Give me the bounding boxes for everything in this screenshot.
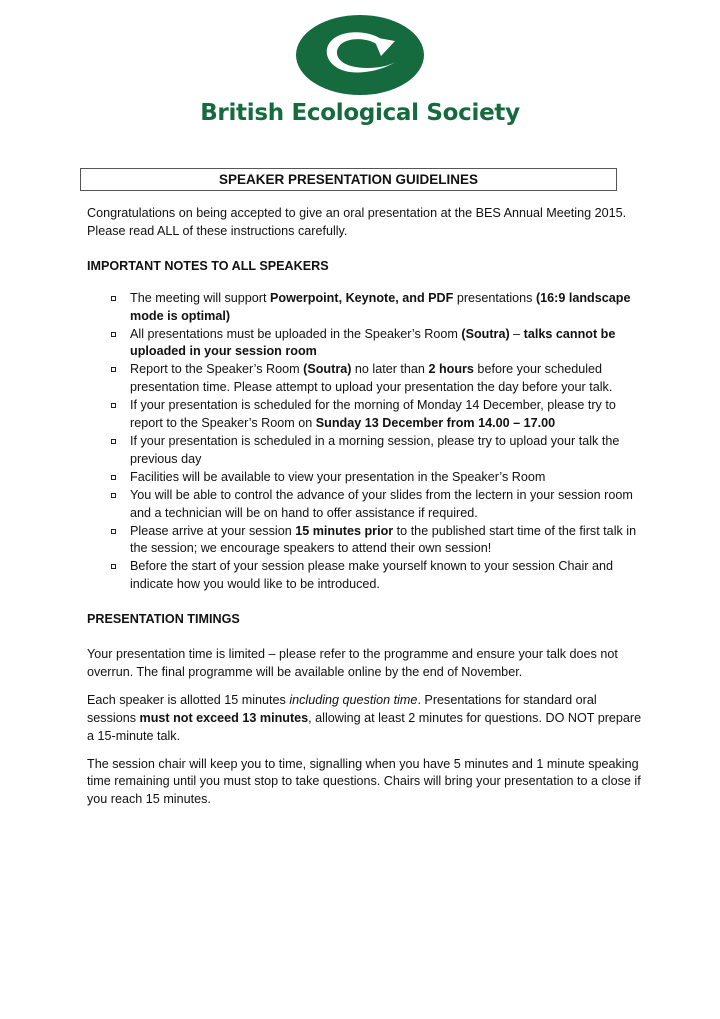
text-run: 15 minutes prior <box>295 523 394 538</box>
square-bullet-icon <box>111 529 116 534</box>
square-bullet-icon <box>111 475 116 480</box>
text-run: . Presentations for standard oral sessions <box>87 692 597 725</box>
text-run: before your scheduled presentation time. Please attempt to upload your presentation the day before your talk. <box>130 362 613 395</box>
bullet-item <box>130 523 642 559</box>
bullet-item <box>130 469 642 487</box>
bullet-item <box>130 361 642 397</box>
bullet-item <box>130 326 642 362</box>
text-run: (Soutra) <box>303 362 352 377</box>
text-run: presentations <box>453 290 536 305</box>
square-bullet-icon <box>111 403 116 408</box>
text-run: Before the start of your session please make yourself known to your session Chair and indicate how you would like to be introduced. <box>130 559 614 592</box>
square-bullet-icon <box>111 296 116 301</box>
text-run: If your presentation is scheduled in a morning session, please try to upload your talk the previous day <box>130 433 620 466</box>
text-run: Each speaker is allotted 15 minutes <box>87 692 290 707</box>
bullet-item <box>130 433 642 469</box>
bullet-item <box>130 290 642 326</box>
square-bullet-icon <box>111 564 116 569</box>
text-run: 2 hours <box>428 362 474 377</box>
timings-paragraphs <box>87 646 642 809</box>
square-bullet-icon <box>111 493 116 498</box>
text-run: Powerpoint, Keynote, and PDF <box>270 290 454 305</box>
square-bullet-icon <box>111 439 116 444</box>
square-bullet-icon <box>111 367 116 372</box>
text-run: Please arrive at your session <box>130 523 296 538</box>
text-run: Facilities will be available to view your presentation in the Speaker’s Room <box>130 469 546 484</box>
important-notes-list <box>87 290 642 594</box>
text-run: The meeting will support <box>130 290 270 305</box>
bes-logo-icon <box>295 14 425 96</box>
text-run: You will be able to control the advance of your slides from the lectern in your session room and a technician will be on hand to offer assistance if required. <box>130 487 633 520</box>
timings-paragraph <box>87 692 642 746</box>
text-run: If your presentation is scheduled for the morning of Monday 14 December, please try to report to the Speaker’s Room on <box>130 398 616 431</box>
intro-paragraph: Congratulations on being accepted to give an oral presentation at the BES Annual Meeting 2015. Please read ALL of these instructions carefully. <box>87 206 627 238</box>
text-run: no later than <box>351 362 429 377</box>
page-title: SPEAKER PRESENTATION GUIDELINES <box>80 168 617 191</box>
presentation-timings-heading: PRESENTATION TIMINGS <box>87 612 240 627</box>
text-run: Report to the Speaker’s Room <box>130 362 304 377</box>
important-notes-heading: IMPORTANT NOTES TO ALL SPEAKERS <box>87 258 329 273</box>
bullet-item <box>130 487 642 523</box>
logo <box>0 14 720 134</box>
text-run: (16:9 landscape mode is optimal) <box>130 290 631 323</box>
text-run: Your presentation time is limited – please refer to the programme and ensure your talk does not overrun. The final programme will be available online by the end of November. <box>87 647 618 679</box>
text-run: – <box>509 326 524 341</box>
text-run: talks cannot be uploaded in your session room <box>130 326 616 359</box>
logo-ellipse <box>296 15 424 95</box>
square-bullet-icon <box>111 332 116 337</box>
text-run: The session chair will keep you to time, signalling when you have 5 minutes and 1 minute speaking time remaining until you must stop to take questions. Chairs will bring your presentation to a close if you reach 15 minutes. <box>87 756 641 807</box>
text-run: to the published start time of the first talk in the session; we encourage speakers to attend their own session! <box>130 523 637 556</box>
logo-text: British Ecological Society <box>200 100 520 126</box>
text-run: including question time <box>289 692 418 707</box>
text-run: , allowing at least 2 minutes for questions. DO NOT prepare a 15-minute talk. <box>87 710 642 743</box>
document-body <box>87 205 642 809</box>
text-run: must not exceed 13 minutes <box>139 710 309 725</box>
timings-paragraph <box>87 646 642 682</box>
text-run: All presentations must be uploaded in the Speaker’s Room <box>130 326 462 341</box>
timings-paragraph <box>87 756 642 810</box>
text-run: Sunday 13 December from 14.00 – 17.00 <box>315 416 556 431</box>
bullet-item <box>130 397 642 433</box>
bullet-item <box>130 558 642 594</box>
text-run: (Soutra) <box>461 326 510 341</box>
